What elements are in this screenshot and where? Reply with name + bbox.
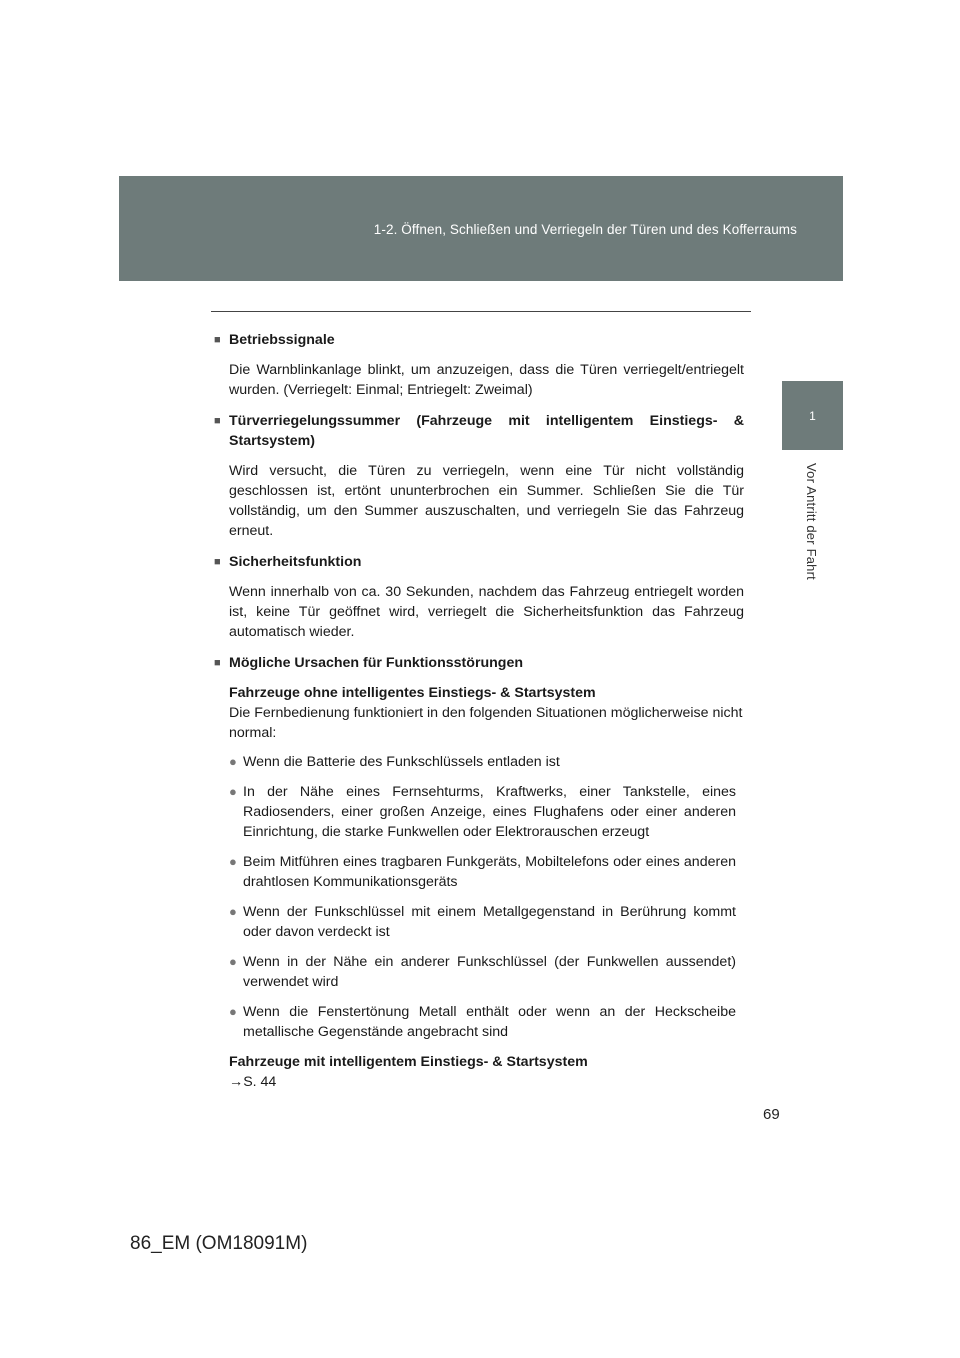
list-item: ● Wenn die Fenstertönung Metall enthält oder wenn an der Heckscheibe metallische Gegenstände angebracht sind <box>229 1004 736 1040</box>
square-bullet-icon: ■ <box>214 556 221 568</box>
document-code: 86_EM (OM18091M) <box>130 1233 308 1254</box>
section-heading: ■ Türverriegelungssummer (Fahrzeuge mit intelligentem Einstiegs- & Startsystem) <box>214 413 744 449</box>
intro-text: Die Fernbedienung funktioniert in den folgenden Situationen möglicherweise nicht normal: <box>229 705 743 741</box>
list-item: ● In der Nähe eines Fernsehturms, Kraftwerks, einer Tankstelle, eines Radiosenders, einer großen Anzeige, eines Flughafens oder einer anderen Einrichtung, die starke Funkwellen oder Elektrorauschen erzeugt <box>229 784 736 840</box>
page-number: 69 <box>763 1106 780 1123</box>
section-heading: ■ Betriebssignale <box>214 332 335 348</box>
chapter-number: 1 <box>809 409 816 423</box>
section-betriebssignale <box>214 330 744 400</box>
circle-bullet-icon: ● <box>229 1004 237 1019</box>
cause-list <box>229 752 744 1042</box>
chapter-title: 1-2. Öffnen, Schließen und Verriegeln der Türen und des Kofferraums <box>373 222 797 237</box>
square-bullet-icon: ■ <box>214 657 221 669</box>
chapter-header-band <box>119 176 843 281</box>
page-content <box>214 330 744 1092</box>
section-funktionsstoerungen <box>214 653 744 1092</box>
list-item: ● Wenn die Batterie des Funkschlüssels entladen ist <box>229 754 560 770</box>
square-bullet-icon: ■ <box>214 415 221 427</box>
section-heading: ■ Sicherheitsfunktion <box>214 554 362 570</box>
circle-bullet-icon: ● <box>229 754 237 769</box>
list-item: ● Wenn in der Nähe ein anderer Funkschlüssel (der Funkwellen aussendet) verwendet wird <box>229 954 736 990</box>
circle-bullet-icon: ● <box>229 854 237 869</box>
circle-bullet-icon: ● <box>229 904 237 919</box>
list-item: ● Beim Mitführen eines tragbaren Funkgeräts, Mobiltelefons oder eines anderen drahtlosen Kommunikationsgeräts <box>229 854 736 890</box>
section-heading: ■ Mögliche Ursachen für Funktionsstörungen <box>214 655 524 671</box>
chapter-label: Vor Antritt der Fahrt <box>804 463 819 580</box>
section-tuerverriegelungssummer <box>214 411 744 541</box>
section-paragraph: Die Warnblinkanlage blinkt, um anzuzeigen, dass die Türen verriegelt/entriegelt wurden. (Verriegelt: Einmal; Entriegelt: Zweimal) <box>229 362 744 398</box>
section-paragraph: Wenn innerhalb von ca. 30 Sekunden, nachdem das Fahrzeug entriegelt worden ist, keine Tür geöffnet wird, verriegelt die Sicherheitsfunktion das Fahrzeug automatisch wieder. <box>229 584 744 640</box>
circle-bullet-icon: ● <box>229 784 237 799</box>
square-bullet-icon: ■ <box>214 334 221 346</box>
chapter-tab <box>782 381 843 450</box>
page-reference-link[interactable]: →S. 44 <box>229 1074 277 1090</box>
subheading-with-smart-entry: Fahrzeuge mit intelligentem Einstiegs- & Startsystem <box>229 1054 588 1070</box>
section-divider <box>211 311 751 312</box>
section-paragraph: Wird versucht, die Türen zu verriegeln, wenn eine Tür nicht vollständig geschlossen ist, ertönt ununterbrochen ein Summer. Schließen Sie die Tür vollständig, um den Summer auszuschalten, und verriegeln Sie das Fahrzeug erneut. <box>229 463 744 539</box>
subheading-without-smart-entry: Fahrzeuge ohne intelligentes Einstiegs- & Startsystem <box>229 685 596 701</box>
section-sicherheitsfunktion <box>214 552 744 642</box>
circle-bullet-icon: ● <box>229 954 237 969</box>
list-item: ● Wenn der Funkschlüssel mit einem Metallgegenstand in Berührung kommt oder davon verdeckt ist <box>229 904 736 940</box>
